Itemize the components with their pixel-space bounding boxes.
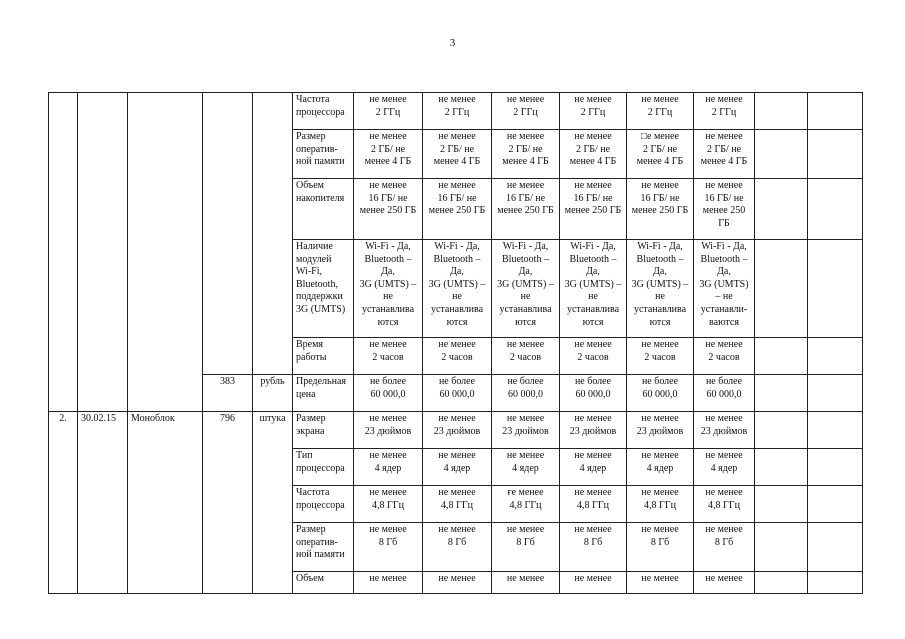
value-cell: Wi-Fi - Да, Bluetooth – Да, 3G (UMTS) – не устанавлива ются — [354, 240, 423, 338]
value-cell: Wi-Fi - Да, Bluetooth – Да, 3G (UMTS) – не устанавлива ются — [423, 240, 492, 338]
value-cell: не менее 23 дюймов — [627, 412, 694, 449]
empty-cell — [808, 486, 863, 523]
value-cell: не менее 2 ГГц — [354, 93, 423, 130]
characteristic-cell: Предельная цена — [293, 375, 354, 412]
item-number-cell: 2. — [49, 412, 78, 594]
value-cell: не менее 23 дюймов — [423, 412, 492, 449]
value-cell: не менее 2 часов — [423, 338, 492, 375]
value-cell: не менее 4 ядер — [560, 449, 627, 486]
empty-cell — [808, 375, 863, 412]
value-cell: не менее — [694, 572, 755, 594]
value-cell: не менее — [354, 572, 423, 594]
value-cell: не менее 8 Гб — [354, 523, 423, 572]
value-cell: не более 60 000,0 — [354, 375, 423, 412]
empty-cell — [808, 338, 863, 375]
value-cell: □е менее 2 ГБ/ не менее 4 ГБ — [627, 130, 694, 179]
item-name-cell: Моноблок — [128, 412, 203, 594]
count-cell: 796 — [203, 412, 253, 594]
characteristic-cell: Объем — [293, 572, 354, 594]
empty-cell — [755, 523, 808, 572]
value-cell: не менее 2 ГГц — [627, 93, 694, 130]
value-cell: не менее 23 дюймов — [694, 412, 755, 449]
empty-cell — [808, 572, 863, 594]
value-cell: не менее 8 Гб — [694, 523, 755, 572]
value-cell: не менее 8 Гб — [560, 523, 627, 572]
value-cell: не менее 8 Гб — [423, 523, 492, 572]
value-cell: не менее 2 ГБ/ не менее 4 ГБ — [694, 130, 755, 179]
characteristic-cell: Размер оператив- ной памяти — [293, 130, 354, 179]
value-cell: ғе менее 4,8 ГГц — [492, 486, 560, 523]
name-cell-continued — [128, 93, 203, 412]
characteristic-cell: Частота процессора — [293, 93, 354, 130]
value-cell: не менее 2 ГГц — [560, 93, 627, 130]
table-row — [49, 412, 863, 449]
value-cell: не менее 2 ГБ/ не менее 4 ГБ — [560, 130, 627, 179]
value-cell: не менее 16 ГБ/ не менее 250 ГБ — [627, 179, 694, 240]
value-cell: не более 60 000,0 — [492, 375, 560, 412]
value-cell: не более 60 000,0 — [423, 375, 492, 412]
item-code-cell: 30.02.15 — [78, 412, 128, 594]
value-cell: не менее 2 часов — [694, 338, 755, 375]
value-cell: не менее — [492, 572, 560, 594]
unit-cell: штука — [253, 412, 293, 594]
value-cell: Wi-Fi - Да, Bluetooth – Да, 3G (UMTS) – не устанавли- ваются — [694, 240, 755, 338]
value-cell: не менее 2 ГГц — [423, 93, 492, 130]
value-cell: не менее 4,8 ГГц — [354, 486, 423, 523]
empty-cell — [755, 338, 808, 375]
count-cell: 383 — [203, 375, 253, 412]
page-number: 3 — [449, 37, 456, 49]
value-cell: не менее 23 дюймов — [560, 412, 627, 449]
value-cell: не более 60 000,0 — [694, 375, 755, 412]
unit-cell: рубль — [253, 375, 293, 412]
empty-cell — [755, 375, 808, 412]
empty-cell — [755, 572, 808, 594]
empty-cell — [808, 130, 863, 179]
value-cell: не менее 23 дюймов — [354, 412, 423, 449]
value-cell: не менее 4 ядер — [492, 449, 560, 486]
empty-cell — [755, 240, 808, 338]
value-cell: не менее 4 ядер — [423, 449, 492, 486]
empty-cell — [808, 523, 863, 572]
value-cell: не менее 8 Гб — [627, 523, 694, 572]
characteristic-cell: Время работы — [293, 338, 354, 375]
characteristic-cell: Объем накопителя — [293, 179, 354, 240]
value-cell: не более 60 000,0 — [560, 375, 627, 412]
value-cell: не менее 16 ГБ/ не менее 250 ГБ — [560, 179, 627, 240]
value-cell: не менее 8 Гб — [492, 523, 560, 572]
value-cell: не менее 4 ядер — [354, 449, 423, 486]
value-cell: не менее 4 ядер — [627, 449, 694, 486]
value-cell: не более 60 000,0 — [627, 375, 694, 412]
empty-cell — [755, 486, 808, 523]
code-cell-continued — [78, 93, 128, 412]
characteristic-cell: Размер оператив- ной памяти — [293, 523, 354, 572]
value-cell: не менее 2 ГБ/ не менее 4 ГБ — [492, 130, 560, 179]
empty-cell — [755, 449, 808, 486]
value-cell: не менее 4 ядер — [694, 449, 755, 486]
value-cell: не менее 16 ГБ/ не менее 250 ГБ — [694, 179, 755, 240]
empty-cell — [755, 93, 808, 130]
empty-cell — [808, 412, 863, 449]
value-cell: не менее — [560, 572, 627, 594]
value-cell: не менее — [627, 572, 694, 594]
num-cell-continued — [49, 93, 78, 412]
characteristic-cell: Частота процессора — [293, 486, 354, 523]
empty-cell — [755, 130, 808, 179]
table-row — [49, 93, 863, 130]
value-cell: не менее 2 ГГц — [492, 93, 560, 130]
empty-cell — [808, 179, 863, 240]
unit-cell-continued — [253, 93, 293, 375]
value-cell: не менее 2 ГГц — [694, 93, 755, 130]
value-cell: не менее — [423, 572, 492, 594]
value-cell: Wi-Fi - Да, Bluetooth – Да, 3G (UMTS) – не устанавлива ются — [627, 240, 694, 338]
value-cell: не менее 2 часов — [354, 338, 423, 375]
empty-cell — [755, 179, 808, 240]
value-cell: не менее 23 дюймов — [492, 412, 560, 449]
empty-cell — [808, 240, 863, 338]
empty-cell — [755, 412, 808, 449]
value-cell: не менее 16 ГБ/ не менее 250 ГБ — [354, 179, 423, 240]
empty-cell — [808, 449, 863, 486]
value-cell: не менее 2 часов — [627, 338, 694, 375]
characteristic-cell: Размер экрана — [293, 412, 354, 449]
value-cell: не менее 16 ГБ/ не менее 250 ГБ — [423, 179, 492, 240]
value-cell: не менее 4,8 ГГц — [694, 486, 755, 523]
value-cell: не менее 4,8 ГГц — [423, 486, 492, 523]
characteristic-cell: Наличие модулей Wi-Fi, Bluetooth, поддержки 3G (UMTS) — [293, 240, 354, 338]
empty-cell — [808, 93, 863, 130]
characteristic-cell: Тип процессора — [293, 449, 354, 486]
count-cell-continued — [203, 93, 253, 375]
value-cell: не менее 4,8 ГГц — [627, 486, 694, 523]
value-cell: Wi-Fi - Да, Bluetooth – Да, 3G (UMTS) – не устанавлива ются — [492, 240, 560, 338]
value-cell: не менее 2 часов — [492, 338, 560, 375]
value-cell: не менее 2 часов — [560, 338, 627, 375]
value-cell: не менее 16 ГБ/ не менее 250 ГБ — [492, 179, 560, 240]
value-cell: не менее 4,8 ГГц — [560, 486, 627, 523]
value-cell: Wi-Fi - Да, Bluetooth – Да, 3G (UMTS) – не устанавлива ются — [560, 240, 627, 338]
value-cell: не менее 2 ГБ/ не менее 4 ГБ — [354, 130, 423, 179]
value-cell: не менее 2 ГБ/ не менее 4 ГБ — [423, 130, 492, 179]
spec-table — [48, 92, 863, 594]
